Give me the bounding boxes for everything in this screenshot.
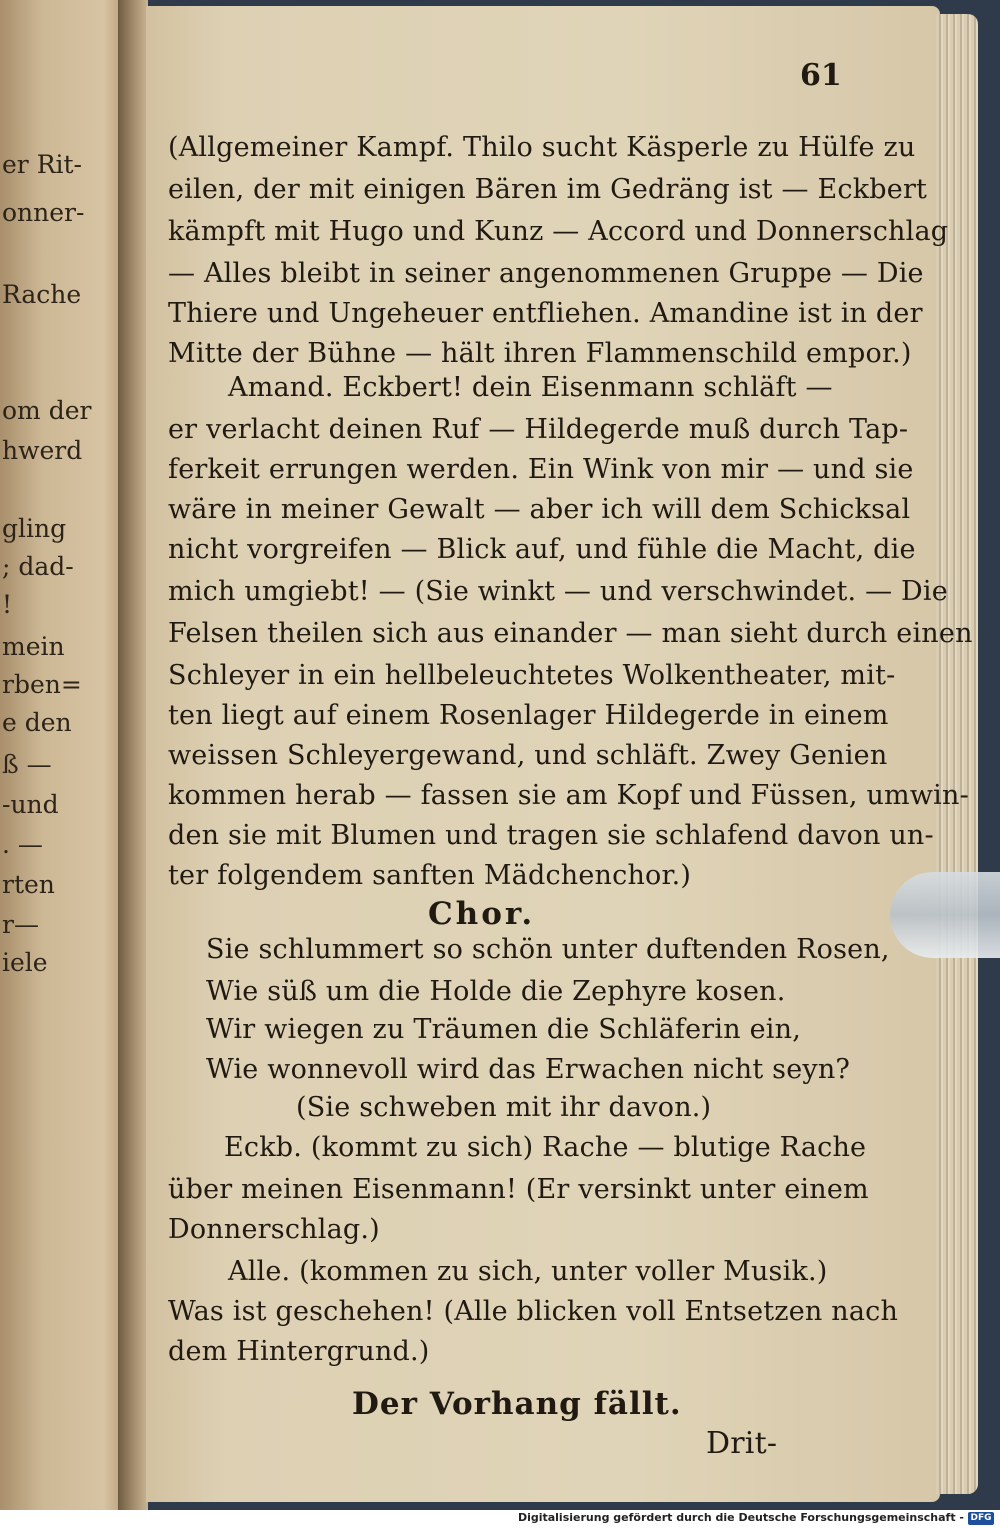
left-page bbox=[0, 0, 122, 1510]
text-line: den sie mit Blumen und tragen sie schlafend davon un- bbox=[168, 820, 934, 851]
left-fragment: ß — bbox=[2, 750, 52, 779]
page-clip bbox=[890, 872, 1000, 958]
left-fragment: er Rit- bbox=[2, 150, 83, 179]
book-gutter bbox=[118, 0, 148, 1510]
text-line: über meinen Eisenmann! (Er versinkt unter einem bbox=[168, 1174, 869, 1205]
left-fragment: mein bbox=[2, 632, 65, 661]
catchword: Drit- bbox=[706, 1426, 778, 1461]
text-line: mich umgiebt! — (Sie winkt — und verschwindet. — Die bbox=[168, 576, 948, 607]
text-line: Donnerschlag.) bbox=[168, 1214, 380, 1245]
verse-line: Sie schlummert so schön unter duftenden Rosen, bbox=[206, 934, 890, 965]
text-line: — Alles bleibt in seiner angenommenen Gruppe — Die bbox=[168, 258, 924, 289]
text-line: ten liegt auf einem Rosenlager Hildegerde in einem bbox=[168, 700, 889, 731]
text-line: weissen Schleyergewand, und schläft. Zwey Genien bbox=[168, 740, 888, 771]
text-line: er verlacht deinen Ruf — Hildegerde muß durch Tap- bbox=[168, 414, 909, 445]
chorus-heading: Chor. bbox=[428, 896, 536, 932]
text-line: kämpft mit Hugo und Kunz — Accord und Donnerschlag bbox=[168, 216, 949, 247]
text-line: (Sie schweben mit ihr davon.) bbox=[296, 1092, 712, 1123]
text-line: Alle. (kommen zu sich, unter voller Musik.) bbox=[228, 1256, 828, 1287]
verse-line: Wir wiegen zu Träumen die Schläferin ein, bbox=[206, 1014, 802, 1045]
left-fragment: rben= bbox=[2, 670, 82, 699]
verse-line: Wie wonnevoll wird das Erwachen nicht seyn? bbox=[206, 1054, 851, 1085]
text-line: ter folgendem sanften Mädchenchor.) bbox=[168, 860, 692, 891]
left-fragment: hwerd bbox=[2, 436, 83, 465]
left-fragment: r— bbox=[2, 910, 39, 939]
footer-credit: Digitalisierung gefördert durch die Deutsche Forschungsgemeinschaft - bbox=[517, 1511, 964, 1524]
left-fragment: e den bbox=[2, 708, 72, 737]
left-fragment: -und bbox=[2, 790, 59, 819]
verse-line: Wie süß um die Holde die Zephyre kosen. bbox=[206, 976, 786, 1007]
text-line: Felsen theilen sich aus einander — man sieht durch einen bbox=[168, 618, 973, 649]
page-number: 61 bbox=[800, 58, 842, 93]
left-fragment: iele bbox=[2, 948, 48, 977]
text-line: Eckb. (kommt zu sich) Rache — blutige Rache bbox=[224, 1132, 867, 1163]
text-line: ferkeit errungen werden. Ein Wink von mir — und sie bbox=[168, 454, 914, 485]
left-fragment: gling bbox=[2, 514, 67, 543]
text-line: Thiere und Ungeheuer entfliehen. Amandine ist in der bbox=[168, 298, 923, 329]
left-fragment: ! bbox=[2, 590, 13, 619]
text-line: nicht vorgreifen — Blick auf, und fühle die Macht, die bbox=[168, 534, 916, 565]
left-fragment: rten bbox=[2, 870, 55, 899]
text-line: eilen, der mit einigen Bären im Gedräng ist — Eckbert bbox=[168, 174, 928, 205]
text-line: (Allgemeiner Kampf. Thilo sucht Käsperle zu Hülfe zu bbox=[168, 132, 916, 163]
left-fragment: onner- bbox=[2, 198, 85, 227]
curtain-line: Der Vorhang fällt. bbox=[352, 1386, 682, 1422]
left-fragment: ; dad- bbox=[2, 552, 74, 581]
text-line: Amand. Eckbert! dein Eisenmann schläft — bbox=[228, 372, 833, 403]
text-line: Mitte der Bühne — hält ihren Flammenschild empor.) bbox=[168, 338, 912, 369]
text-line: kommen herab — fassen sie am Kopf und Füssen, umwin- bbox=[168, 780, 969, 811]
text-line: Was ist geschehen! (Alle blicken voll Entsetzen nach bbox=[168, 1296, 899, 1327]
footer-bar bbox=[0, 1510, 1000, 1528]
text-line: Schleyer in ein hellbeleuchtetes Wolkentheater, mit- bbox=[168, 660, 896, 691]
left-fragment: Rache bbox=[2, 280, 82, 309]
left-fragment: om der bbox=[2, 396, 92, 425]
dfg-logo: DFG bbox=[968, 1512, 994, 1525]
text-line: wäre in meiner Gewalt — aber ich will dem Schicksal bbox=[168, 494, 911, 525]
text-line: dem Hintergrund.) bbox=[168, 1336, 430, 1367]
left-fragment: . — bbox=[2, 830, 43, 859]
